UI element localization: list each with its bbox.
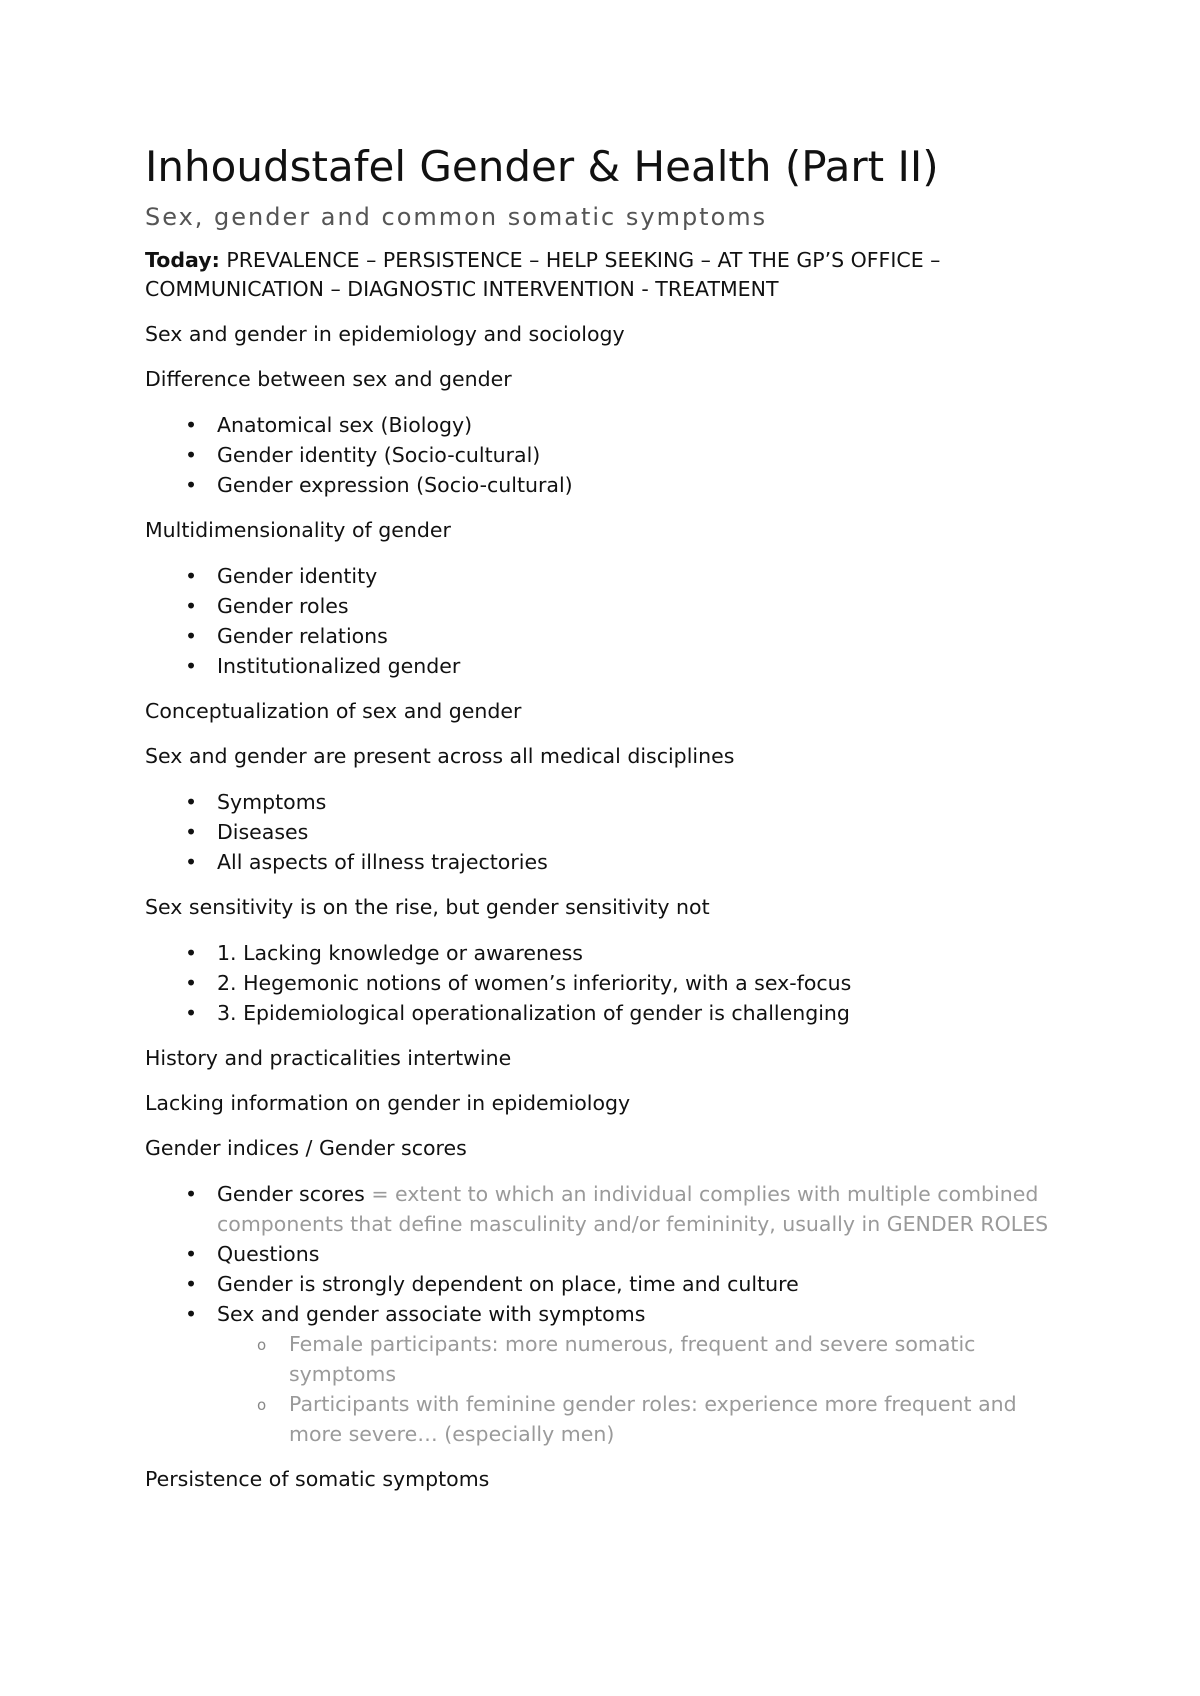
sub-list-item: o Female participants: more numerous, frequent and severe somatic symptoms [217,1329,1065,1389]
today-topics: PREVALENCE – PERSISTENCE – HELP SEEKING – AT THE GP’S OFFICE – COMMUNICATION – DIAGNOSTIC INTERVENTION - TREATMENT [145,248,941,301]
section-heading: Gender indices / Gender scores [145,1136,467,1160]
list-item: • Questions [145,1239,1065,1269]
list-item: • Gender roles [145,591,1065,621]
document-subtitle: Sex, gender and common somatic symptoms [145,203,768,231]
list-item [145,1179,1065,1239]
gender-scores-definition: = extent to which an individual complies with multiple combined components that define masculinity and/or femininity, usually in GENDER ROLES [217,1182,1049,1236]
section-heading: Multidimensionality of gender [145,518,451,542]
list-item: • 3. Epidemiological operationalization of gender is challenging [145,998,1065,1028]
section-heading: Sex sensitivity is on the rise, but gender sensitivity not [145,895,710,919]
sub-list-item: o Participants with feminine gender roles: experience more frequent and more severe… (especially men) [217,1389,1065,1449]
list-item: • Gender is strongly dependent on place, time and culture [145,1269,1065,1299]
list-item: • Gender identity (Socio-cultural) [145,440,1065,470]
bullet-list [145,561,1065,681]
section-heading: Persistence of somatic symptoms [145,1467,490,1491]
list-item: • Diseases [145,817,1065,847]
document-page [145,140,1065,1494]
section-heading: History and practicalities intertwine [145,1046,512,1070]
list-item: • Institutionalized gender [145,651,1065,681]
gender-scores-term: Gender scores [217,1182,365,1206]
list-item: • Gender relations [145,621,1065,651]
section-heading: Conceptualization of sex and gender [145,699,522,723]
list-item-text: Sex and gender associate with symptoms [217,1302,646,1326]
list-item [145,1299,1065,1449]
list-item: • Gender identity [145,561,1065,591]
list-item: • Gender expression (Socio-cultural) [145,470,1065,500]
bullet-list [145,787,1065,877]
list-item: • All aspects of illness trajectories [145,847,1065,877]
section-heading: Sex and gender in epidemiology and sociology [145,322,625,346]
section-heading: Lacking information on gender in epidemiology [145,1091,631,1115]
today-overview [145,246,1065,304]
document-title: Inhoudstafel Gender & Health (Part II) [145,142,939,191]
bullet-list [145,410,1065,500]
section-heading: Sex and gender are present across all medical disciplines [145,744,735,768]
today-label: Today: [145,248,220,272]
list-item: • 1. Lacking knowledge or awareness [145,938,1065,968]
list-item: • Symptoms [145,787,1065,817]
section-heading: Difference between sex and gender [145,367,512,391]
bullet-list [145,938,1065,1028]
list-item: • Anatomical sex (Biology) [145,410,1065,440]
sub-bullet-list [217,1329,1065,1449]
bullet-list [145,1179,1065,1449]
list-item: • 2. Hegemonic notions of women’s inferiority, with a sex-focus [145,968,1065,998]
